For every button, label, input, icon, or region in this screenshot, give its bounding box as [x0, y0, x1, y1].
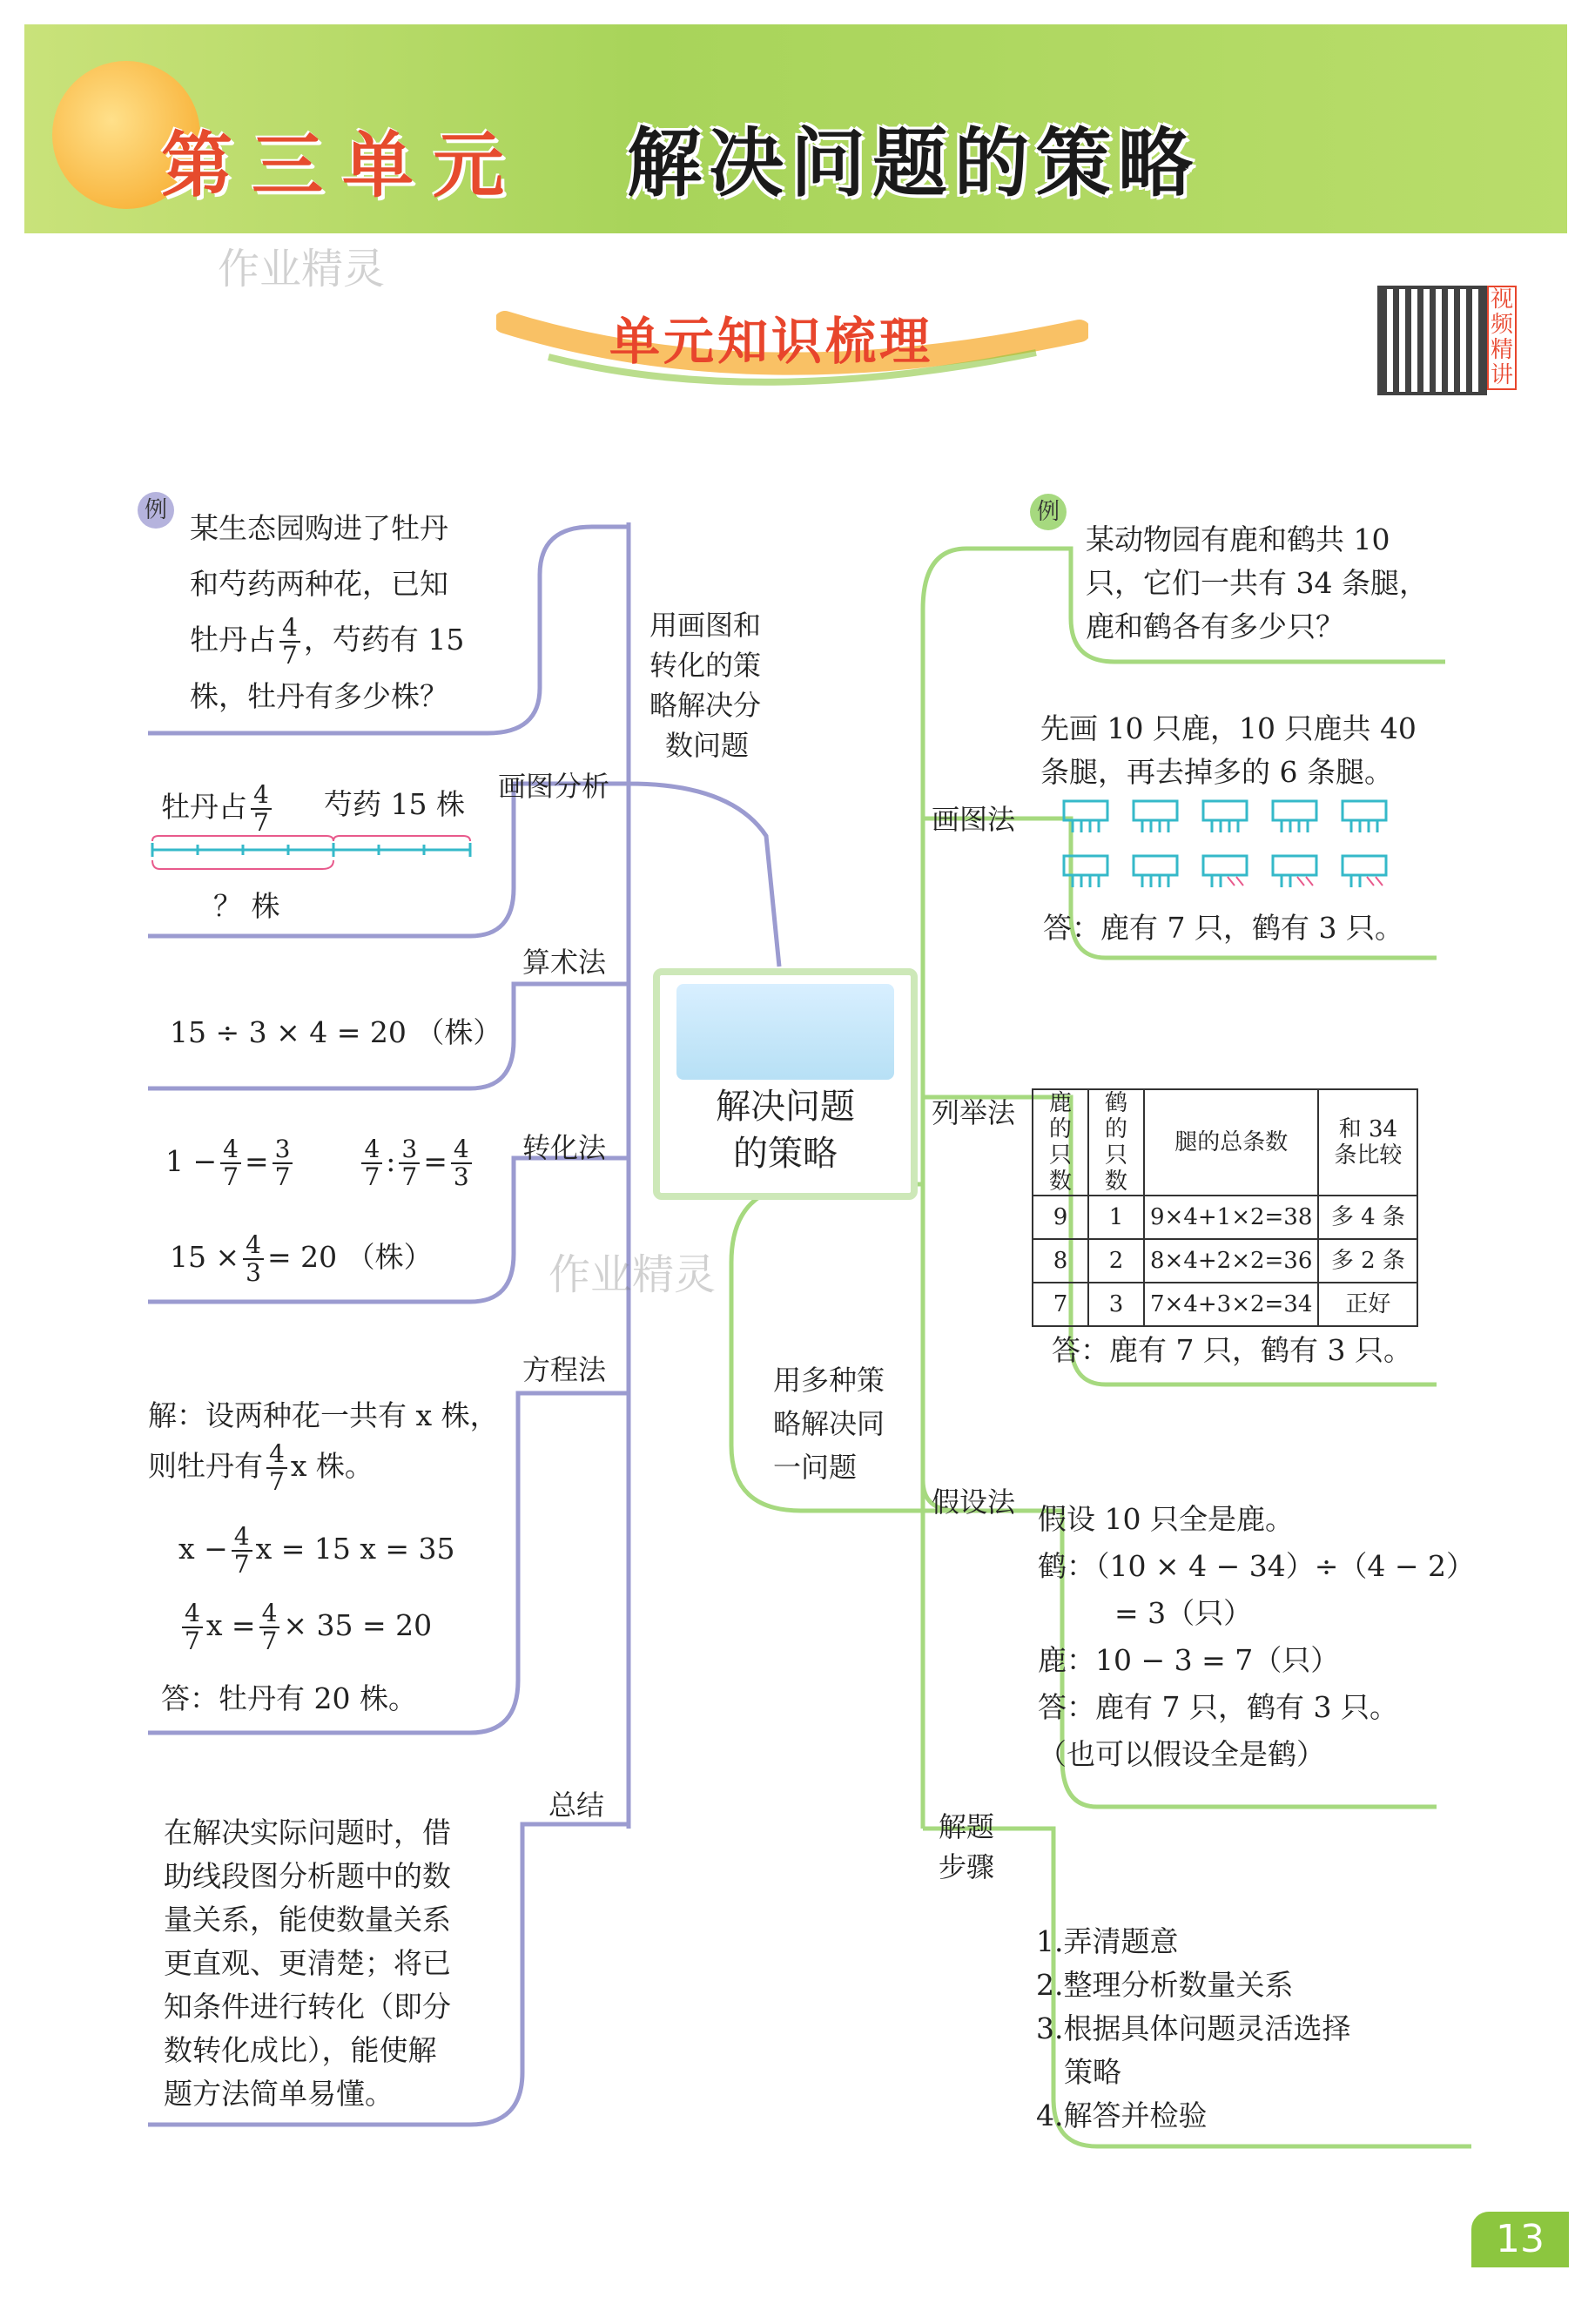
equation-line2: 则牡丹有 $\frac{4}{7}$ x 株。: [148, 1439, 374, 1496]
transform-label: 转化法: [522, 1131, 607, 1164]
list-item: 3.根据具体问题灵活选择: [1036, 2011, 1351, 2045]
assumption-label: 假设法: [932, 1485, 1016, 1519]
peony-label: 牡丹占 $\frac{4}{7}$: [161, 782, 275, 836]
left-example: 某生态园购进了牡丹 和芍药两种花，已知 牡丹占 $\frac{4}{7}$ ，芍药有 15 株，牡丹有多少株？: [190, 511, 465, 713]
watermark-top: 作业精灵: [218, 245, 386, 293]
header-compare: 和 34 条比较: [1318, 1089, 1417, 1196]
listing-label: 列举法: [932, 1096, 1016, 1129]
listing-answer: 答：鹿有 7 只，鹤有 3 只。: [1052, 1333, 1412, 1367]
right-drawing-answer: 答：鹿有 7 只，鹤有 3 只。: [1043, 911, 1403, 945]
example-badge-left: 例: [138, 492, 174, 529]
header-deer: 鹿的只数: [1033, 1089, 1088, 1196]
table-header-row: [1033, 1089, 1417, 1196]
summary-label: 总结: [548, 1788, 605, 1822]
equation-step1: x − $\frac{4}{7}$ x = 15 x = 35: [178, 1522, 455, 1579]
equation-line1: 解：设两种花一共有 x 株，: [148, 1398, 499, 1432]
table-row: 7 3 7×4+3×2=34 正好: [1033, 1283, 1417, 1326]
qr-label: 视频精讲: [1487, 286, 1517, 390]
steps-list: [1036, 1920, 1351, 2138]
header-crane: 鹤的只数: [1088, 1089, 1144, 1196]
example-badge-right: 例: [1030, 494, 1067, 530]
center-illustration: [676, 984, 894, 1080]
equation-step2: $\frac{4}{7}$ x = $\frac{4}{7}$ × 35 = 20: [178, 1600, 432, 1654]
question-label: ？ 株: [213, 889, 280, 923]
unit-label: 第三单元: [161, 125, 524, 207]
list-item: 策略: [1064, 2055, 1121, 2089]
center-topic: [653, 968, 918, 1200]
fraction-4-7: $\frac{4}{7}$: [279, 615, 300, 669]
table-row: 9 1 9×4+1×2=38 多 4 条: [1033, 1196, 1417, 1239]
header-legs: 腿的总条数: [1144, 1089, 1318, 1196]
watermark-middle: 作业精灵: [548, 1250, 717, 1299]
shaoyao-label: 芍药 15 株: [324, 787, 465, 821]
listing-table: [1032, 1088, 1418, 1327]
left-branch-label: 用画图和 转化的策 略解决分 数问题: [649, 609, 762, 762]
center-title-line1: 解决问题: [716, 1087, 855, 1127]
line-segment-diagram: [148, 834, 479, 886]
list-item: 4.解答并检验: [1036, 2098, 1208, 2132]
steps-label: 解题 步骤: [939, 1810, 995, 1883]
right-branch-label: 用多种策 略解决同 一问题: [773, 1364, 885, 1484]
transform-formula-1: 1 − $\frac{4}{7}$ = $\frac{3}{7}$ $\frac{4}{7}$ : $\frac{3}{7}$ = $\frac{4}{3}$: [165, 1136, 475, 1190]
right-drawing-label: 画图法: [932, 803, 1016, 836]
list-item: 1.弄清题意: [1036, 1924, 1179, 1958]
animal-sketch: [1062, 797, 1410, 893]
subtitle: 单元知识梳理: [609, 312, 934, 371]
assumption-text: 假设 10 只全是鹿。 鹤：（10 × 4 − 34）÷（4 − 2） = 3（只） 鹿：10 − 3 = 7（只） 答：鹿有 7 只，鹤有 3 只。 （也可以假设全是鹤）: [1038, 1502, 1476, 1771]
right-example: 某动物园有鹿和鹤共 10 只，它们一共有 34 条腿， 鹿和鹤各有多少只？: [1086, 522, 1428, 643]
table-row: 8 2 8×4+2×2=36 多 2 条: [1033, 1239, 1417, 1283]
left-drawing-label: 画图分析: [498, 770, 610, 803]
transform-formula-2: 15 × $\frac{4}{3}$ = 20 （株）: [170, 1230, 433, 1287]
page-title: 解决问题的策略: [627, 120, 1200, 207]
arithmetic-label: 算术法: [522, 946, 607, 979]
summary-text: 在解决实际问题时，借 助线段图分析题中的数 量关系，能使数量关系 更直观、更清楚；将已 知条件进行转化（即分 数转化成比），能使解 题方法简单易懂。: [164, 1815, 451, 2111]
equation-label: 方程法: [522, 1353, 607, 1386]
right-drawing-text: 先画 10 只鹿，10 只鹿共 40 条腿，再去掉多的 6 条腿。: [1040, 711, 1417, 789]
page-number: 13: [1471, 2212, 1569, 2267]
list-item: 2.整理分析数量关系: [1036, 1968, 1294, 2002]
center-title-line2: 的策略: [733, 1134, 838, 1174]
arithmetic-formula: 15 ÷ 3 × 4 = 20 （株）: [170, 1015, 502, 1049]
equation-answer: 答：牡丹有 20 株。: [161, 1681, 417, 1715]
